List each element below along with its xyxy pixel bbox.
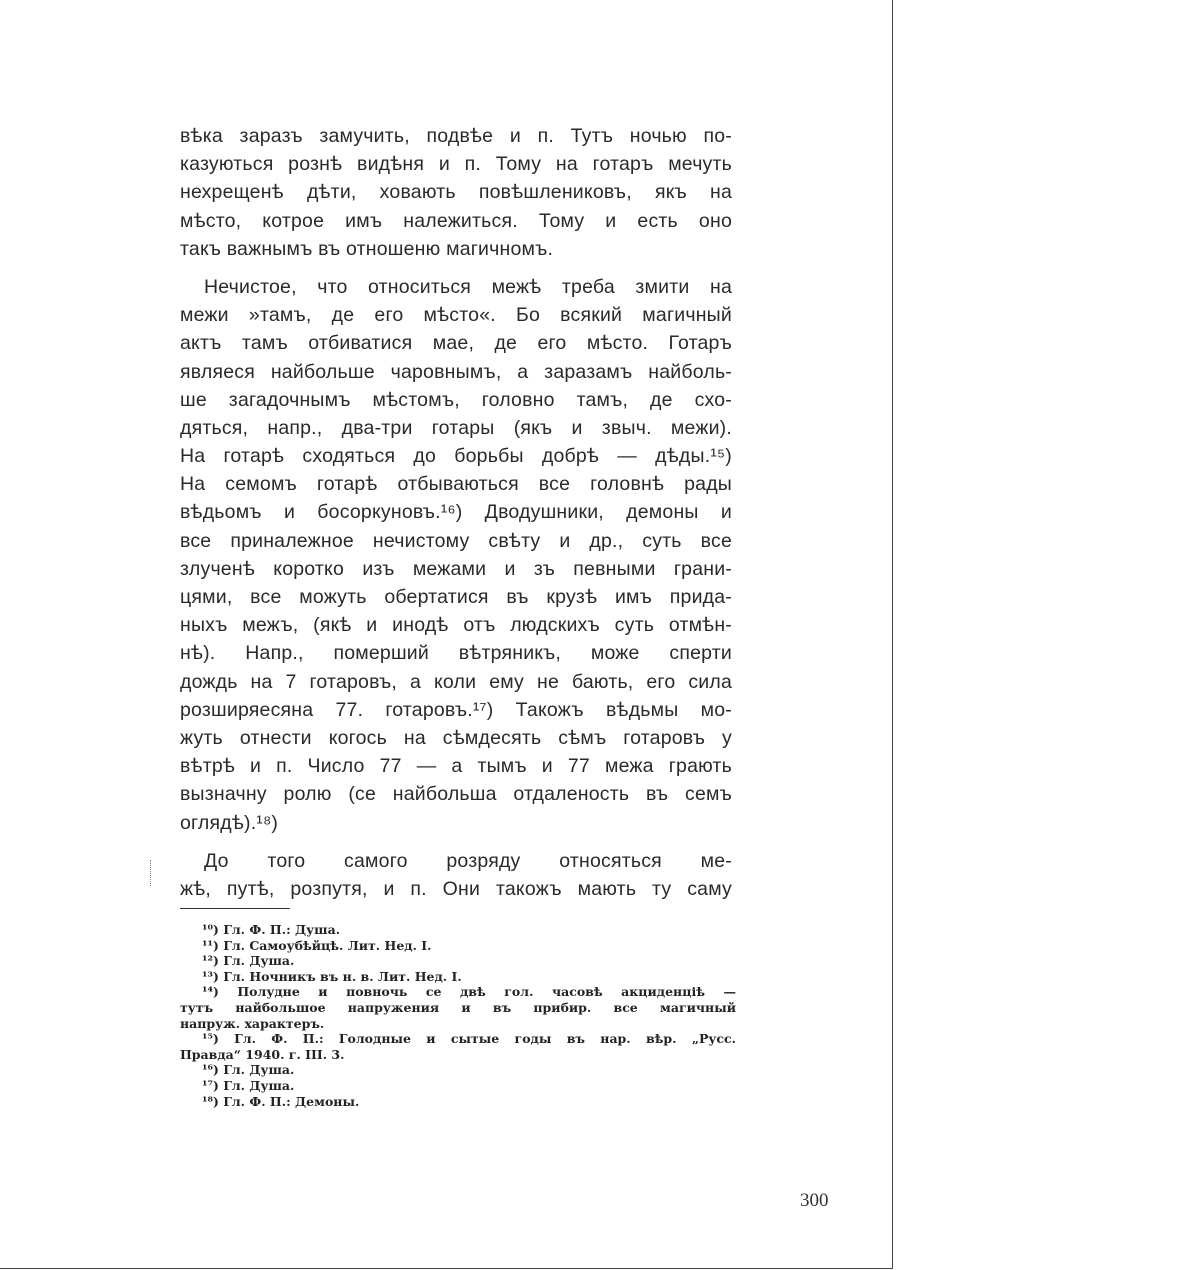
footnote: ¹⁶) Гл. Душа. — [202, 1062, 295, 1078]
footnote: ¹⁰) Гл. Ф. П.: Душа. — [202, 922, 341, 937]
text-line: вызначну ролю (се найбольша отдаленость въ семъ — [180, 783, 732, 806]
text-line: ныхъ межъ, (якѣ и инодѣ отъ людскихъ суть отмѣн- — [180, 614, 732, 637]
text-line: жуть отнести когось на сѣмдесять сѣмъ готаровъ у — [180, 726, 732, 749]
footnote: ¹⁸) Гл. Ф. П.: Демоны. — [202, 1093, 360, 1109]
footnote: ¹¹) Гл. Самоубѣйцѣ. Лит. Нед. I. — [202, 937, 432, 953]
footnote: ¹²) Гл. Душа. — [202, 953, 295, 969]
text-line: Нечистое, что относиться межѣ треба змити на — [204, 275, 732, 298]
text-line: ше загадочнымъ мѣстомъ, головно тамъ, де схо- — [180, 388, 732, 411]
footnote: ¹⁵) Гл. Ф. П.: Голодные и сытые годы въ нар. вѣр. „Русс. — [202, 1031, 736, 1047]
text-line: нѣ). Напр., померший вѣтряникъ, може сперти — [180, 642, 732, 665]
text-line: розширяесяна 77. готаровъ.¹⁷) Такожъ вѣдьмы мо- — [180, 698, 732, 721]
text-line: На семомъ готарѣ отбываються все головнѣ рады — [180, 473, 732, 496]
text-line: вѣка заразъ замучить, подвѣе и п. Тутъ ночью по- — [180, 125, 732, 147]
text-line: вѣтрѣ и п. Число 77 — а тымъ и 77 межа грають — [180, 755, 732, 778]
footnote-continuation: Правда“ 1940. г. III. 3. — [180, 1046, 345, 1062]
text-line: На готарѣ сходяться до борьбы добрѣ — дѣды.¹⁵) — [180, 445, 732, 468]
text-line: являеся найбольше чаровнымъ, а заразамъ найболь- — [180, 360, 732, 383]
text-line: злученѣ коротко изъ межами и зъ певными грани- — [180, 557, 732, 580]
footnote: ¹³) Гл. Ночникъ въ н. в. Лит. Нед. I. — [202, 968, 462, 984]
footnote-continuation: напруж. характеръ. — [180, 1015, 325, 1031]
text-line: дяться, напр., два-три готары (якъ и звыч. межи). — [180, 416, 732, 439]
text-line: казуються рознѣ видѣня и п. Тому на готаръ мечуть — [180, 153, 732, 176]
paragraph-gap — [180, 263, 732, 273]
footnote: ¹⁴) Полудне и повночь се двѣ гол. часовѣ акциденціѣ — — [202, 984, 736, 1000]
text-line: нехрещенѣ дѣти, ховають повѣшлениковъ, якъ на — [180, 181, 732, 204]
text-line: жѣ, путѣ, розпутя, и п. Они такожъ мають ту саму — [180, 877, 732, 900]
text-line: вѣдьомъ и босоркуновъ.¹⁶) Дводушники, демоны и — [180, 501, 732, 524]
text-line: мѣсто, котрое имъ належиться. Тому и есть оно — [180, 209, 732, 232]
text-line: такъ важнымъ въ отношеню магичномъ. — [180, 237, 554, 260]
text-line: цями, все можуть обертатися въ крузѣ имъ прида- — [180, 586, 732, 608]
page-number: 300 — [800, 1190, 829, 1211]
body-text — [180, 122, 732, 903]
text-line: актъ тамъ отбиватися мае, де его мѣсто. Готаръ — [180, 332, 732, 355]
footnote: ¹⁷) Гл. Душа. — [202, 1077, 295, 1093]
scan-artifact-mark — [150, 860, 154, 886]
footnotes — [180, 922, 736, 1109]
text-line: межи »тамъ, де его мѣсто«. Бо всякий магичный — [180, 304, 732, 327]
text-line: оглядѣ).¹⁸) — [180, 811, 279, 834]
text-line: дождь на 7 готаровъ, а коли ему не бають, его сила — [180, 670, 732, 693]
footnote-divider — [180, 908, 290, 909]
text-line: До того самого розряду относяться ме- — [204, 849, 732, 872]
text-line: все приналежное нечистому свѣту и др., суть все — [180, 529, 732, 552]
footnote-continuation: тутъ найбольшое напружения и въ прибир. все магичный — [180, 999, 736, 1015]
paragraph-gap — [180, 837, 732, 847]
